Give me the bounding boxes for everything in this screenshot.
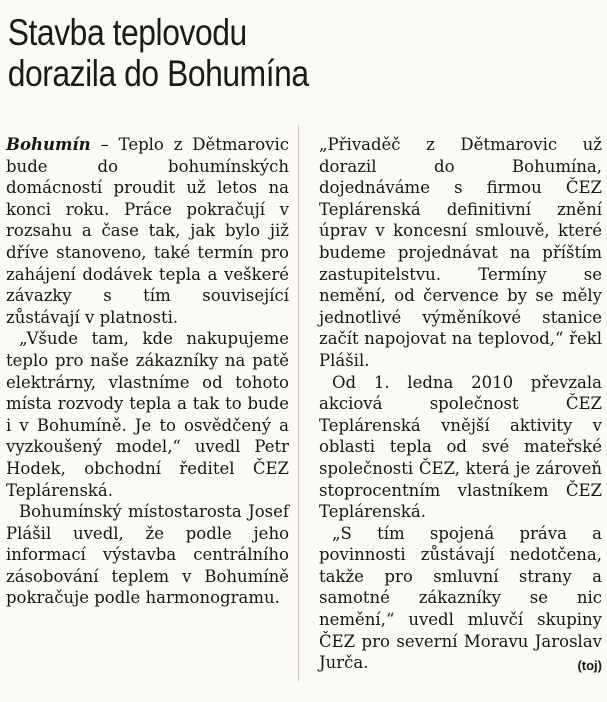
column-divider: [298, 125, 299, 681]
column-right: [319, 134, 602, 677]
paragraph: [319, 523, 602, 674]
headline-line-1: Stavba teplovodu: [7, 12, 247, 53]
paragraph: Bohumínský místostarosta Josef Plášil uvedl, že podle jeho informací výstavba centrálního zásobování teplem v Bohumíně pokračuje podle harmonogramu.: [6, 502, 289, 608]
paragraph: [6, 134, 289, 328]
paragraph-text: – Teplo z Dětmarovic bude do bohumínských domácností proudit už letos na konci roku. Práce pokračují v rozsahu a čase tak, jak bylo již dříve stanoveno, také termín pro zahájení dodávek tepla a veškeré závazky s tím související zůstávají v platnosti.: [6, 135, 289, 327]
author-signature: (toj): [577, 658, 602, 674]
paragraph: Od 1. ledna 2010 převzala akciová společnost ČEZ Teplárenská vnější aktivity v oblasti tepla od své mateřské společnosti ČEZ, která je zároveň stoprocentním vlastníkem ČEZ Teplárenská.: [319, 372, 602, 522]
headline: [6, 12, 519, 94]
paragraph: „Všude tam, kde nakupujeme teplo pro naše zákazníky na patě elektrárny, vlastníme od tohoto místa rozvody tepla a tak to bude i v Bohumíně. Je to osvědčený a vyzkoušený model,“ uvedl Petr Hodek, obchodní ředitel ČEZ Teplárenská.: [6, 329, 289, 500]
paragraph-text: „S tím spojená práva a povinnosti zůstávají nedotčena, takže pro smluvní strany a samotné zákazníky se nic nemění,“ uvedl mluvčí skupiny ČEZ pro severní Moravu Jaroslav Jurča.: [319, 523, 602, 673]
paragraph: „Přivaděč z Dětmarovic už dorazil do Bohumína, dojednáváme s firmou ČEZ Teplárenská definitivní znění úprav v koncesní smlouvě, které budeme projednávat na příštím zastupitelstvu. Termíny se nemění, od července by se měly jednotlivé výměníkové stanice začít napojovat na teplovod,“ řekl Plášil.: [319, 135, 602, 370]
column-left: [6, 134, 289, 677]
dateline: Bohumín: [6, 135, 91, 154]
headline-line-2: dorazila do Bohumína: [7, 53, 309, 94]
article-body: [6, 134, 602, 677]
article: [6, 12, 602, 696]
